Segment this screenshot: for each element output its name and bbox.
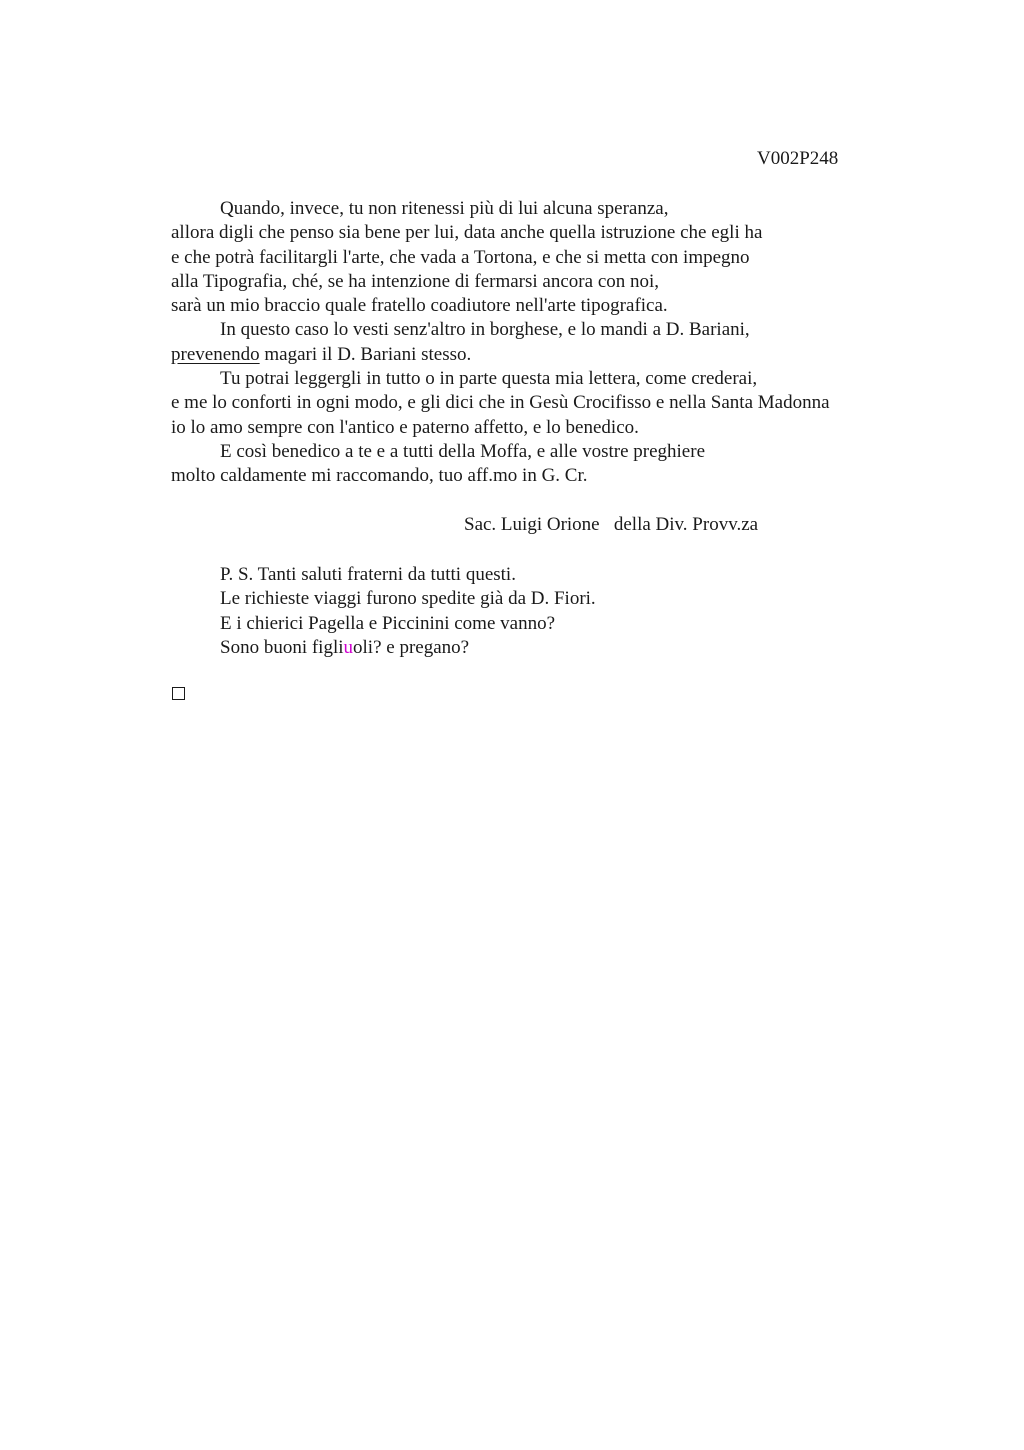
paragraph-3-line-1: Tu potrai leggergli in tutto o in parte questa mia lettera, come crederai, [220,368,758,390]
underlined-word: prevenendo [171,343,260,365]
paragraph-1-line-2: allora digli che penso sia bene per lui, data anche quella istruzione che egli ha [171,222,763,244]
postscript-line-1: P. S. Tanti saluti fraterni da tutti questi. [220,564,516,585]
postscript [220,563,596,660]
postscript-line-3: E i chierici Pagella e Piccinini come vanno? [220,612,556,634]
paragraph-1-line-1: Quando, invece, tu non ritenessi più di lui alcuna speranza, [220,198,669,219]
letter-body [171,197,931,489]
highlighted-letter: u [343,636,354,658]
paragraph-1-line-5: sarà un mio braccio quale fratello coadiutore nell'arte tipografica. [171,295,668,317]
paragraph-4-line-1: E così benedico a te e a tutti della Moffa, e alle vostre preghiere [220,440,706,462]
postscript-line-4-part-1: Sono buoni figli [220,636,344,658]
postscript-line-4 [220,636,596,660]
paragraph-2-line-1: In questo caso lo vesti senz'altro in borghese, e lo mandi a D. Bariani, [220,319,750,341]
document-reference: V002P248 [757,148,839,169]
paragraph-1-line-4: alla Tipografia, ché, se ha intenzione di fermarsi ancora con noi, [171,270,660,292]
postscript-line-2: Le richieste viaggi furono spedite già da D. Fiori. [220,588,596,610]
paragraph-2-line-2 [171,343,931,367]
paragraph-4-line-2: molto caldamente mi raccomando, tuo aff.mo in G. Cr. [171,465,588,487]
paragraph-2-line-2-rest: magari il D. Bariani stesso. [259,343,472,365]
signature: Sac. Luigi Orione della Div. Provv.za [464,514,759,535]
paragraph-1-line-3: e che potrà facilitargli l'arte, che vada a Tortona, e che si metta con impegno [171,246,750,268]
postscript-line-4-part-2: oli? e pregano? [353,636,470,658]
paragraph-3-line-3: io lo amo sempre con l'antico e paterno affetto, e lo benedico. [171,416,639,438]
paragraph-3-line-2: e me lo conforti in ogni modo, e gli dici che in Gesù Crocifisso e nella Santa Madonna [171,392,830,414]
square-outline-icon [172,687,185,700]
